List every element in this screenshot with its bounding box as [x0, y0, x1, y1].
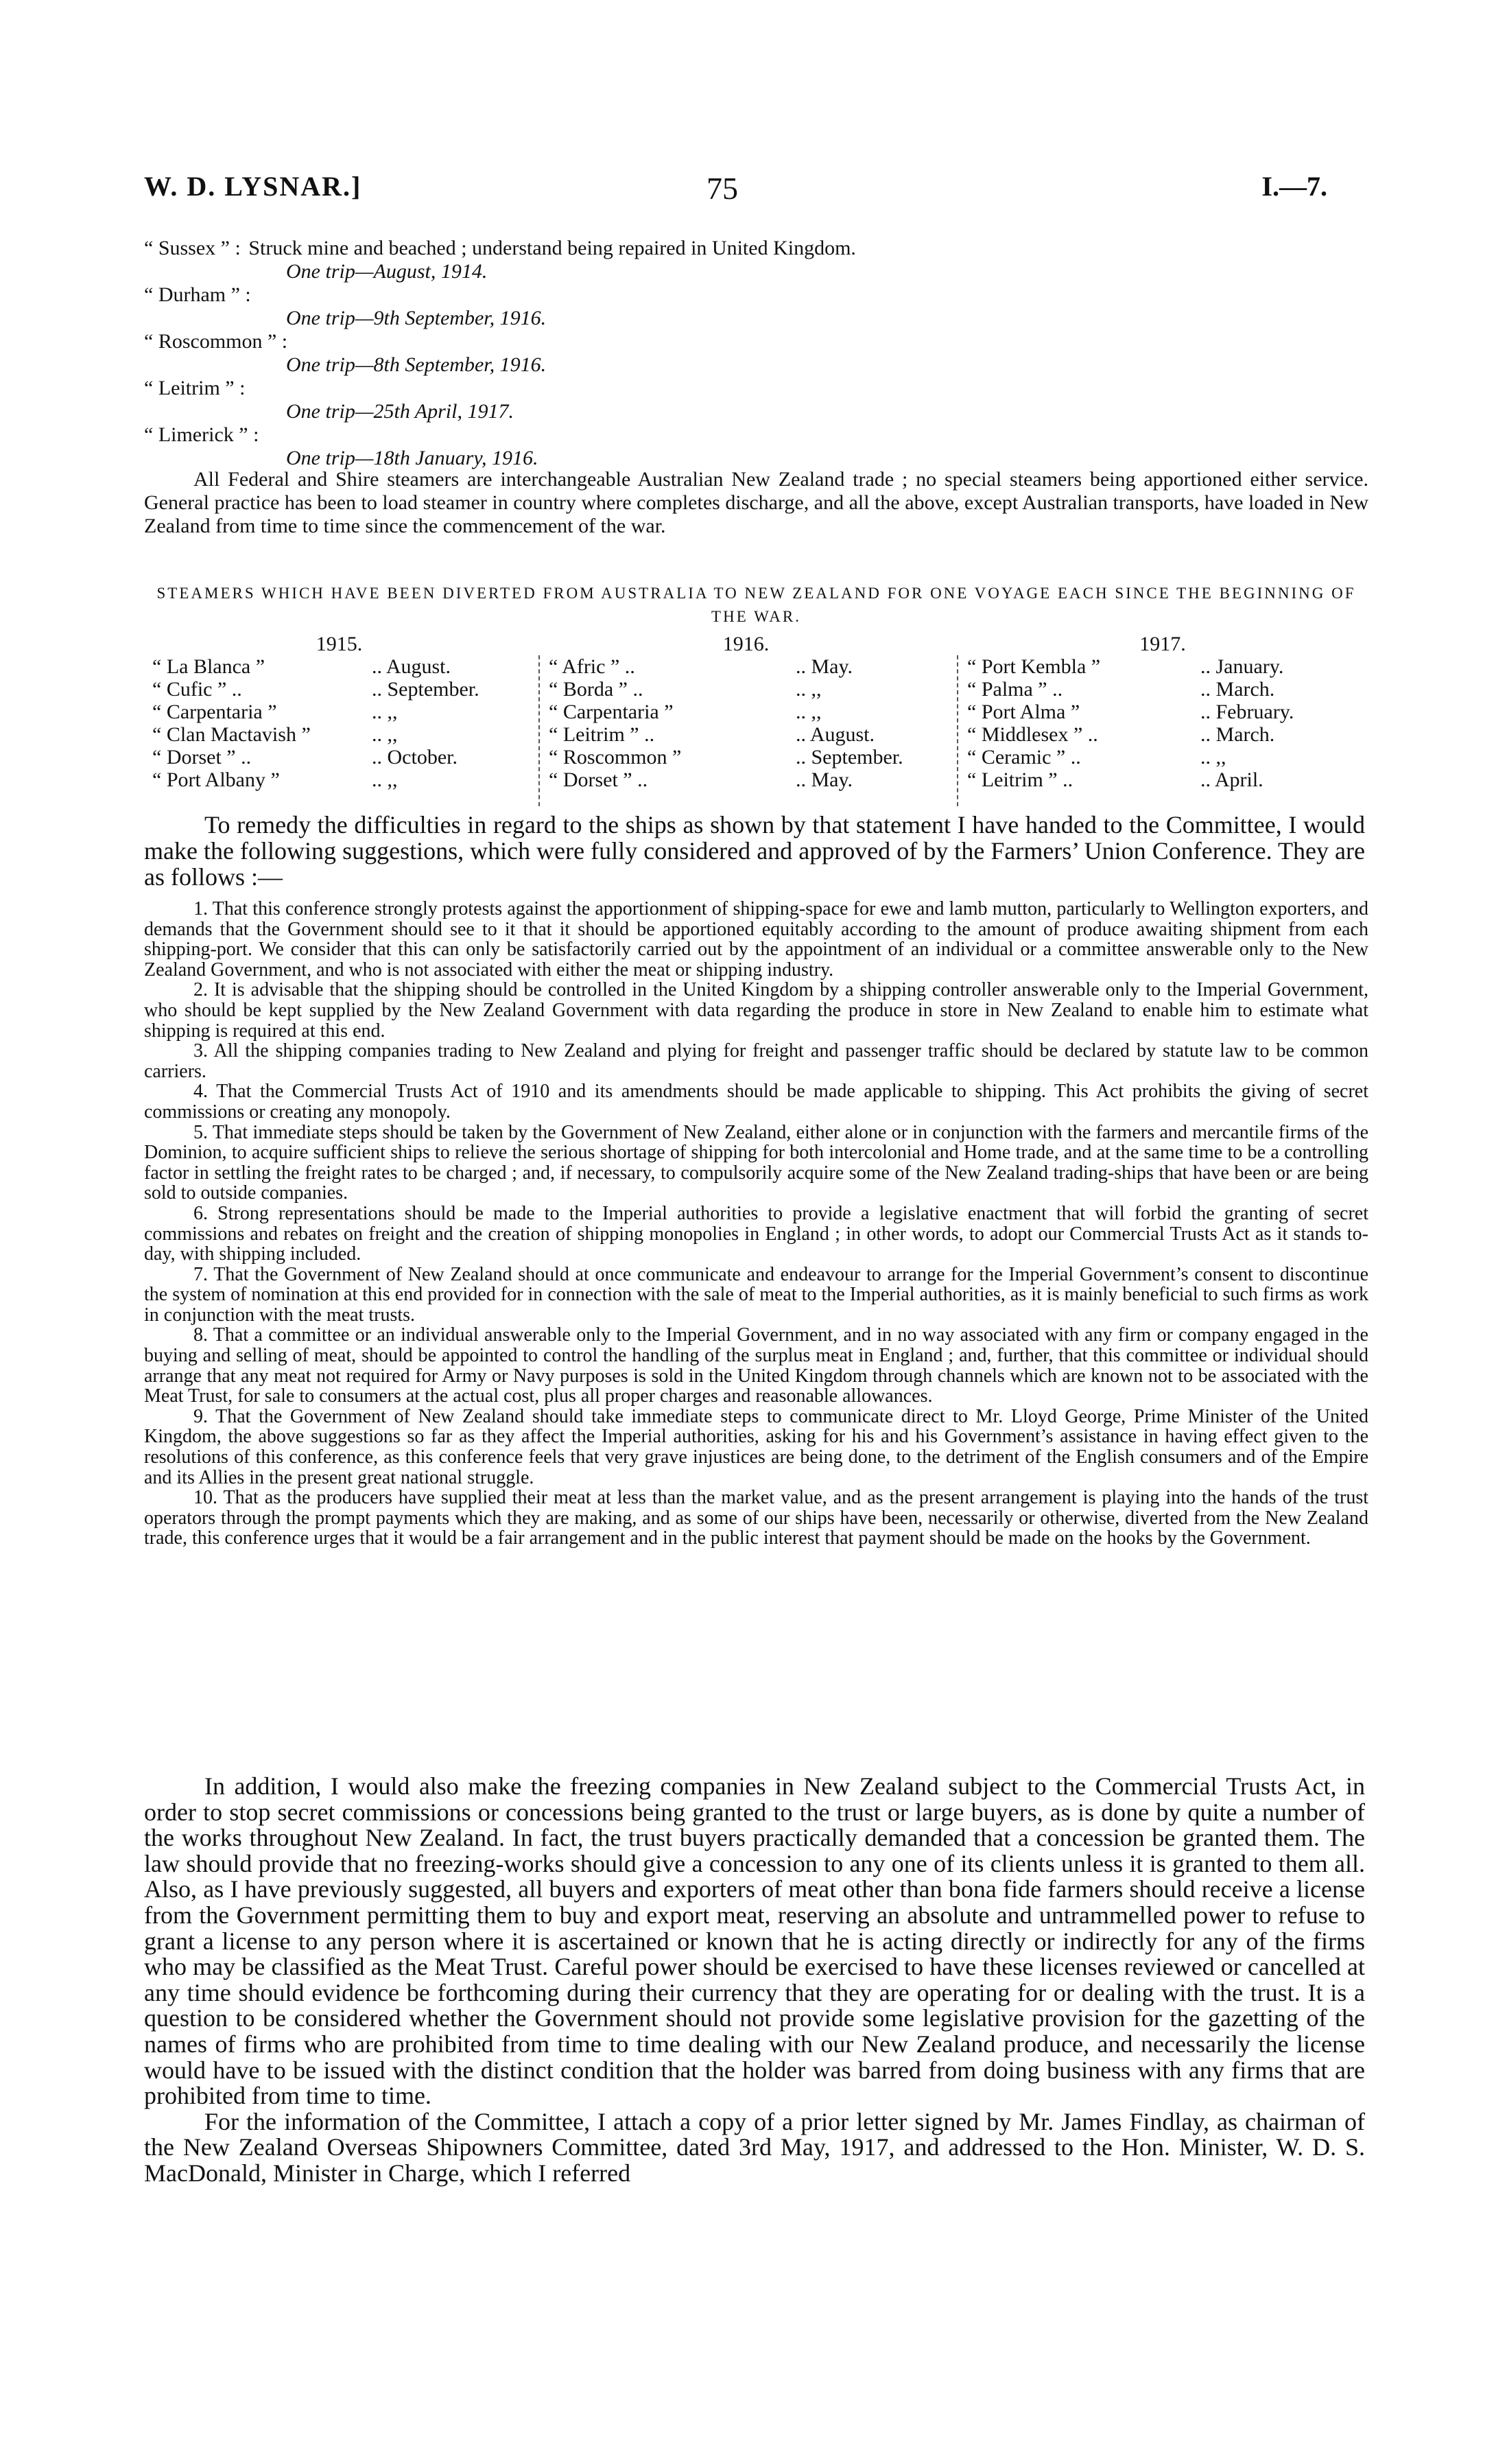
ship-note: Struck mine and beached ; understand being repaired in United Kingdom.: [248, 237, 856, 259]
ship-cell: “ Port Alma ”: [967, 701, 1080, 723]
ship-cell: “ Dorset ” ..: [152, 746, 252, 768]
ship-cell: “ Dorset ” ..: [549, 768, 648, 791]
table-row: [967, 678, 1358, 701]
ship-cell: “ Cufic ” ..: [152, 678, 242, 701]
month-cell: .. August.: [796, 723, 875, 746]
table-row: [549, 678, 943, 701]
ship-cell: “ Port Kembla ”: [967, 655, 1101, 678]
table-row: [967, 723, 1358, 746]
ship-cell: “ Afric ” ..: [549, 655, 635, 678]
table-row: [549, 768, 943, 791]
table-row: [152, 678, 526, 701]
column-year: 1917.: [1139, 633, 1186, 655]
suggestion-item: 6. Strong representations should be made to the Imperial authorities to provide a legislative enactment that will forbid the granting of secret commissions and rebates on freight and the creation of shipping monopolies in England ; in other words, to adopt our Commercial Trusts Act as it stands to-day, with shipping included.: [144, 1202, 1368, 1265]
ship-cell: “ La Blanca ”: [152, 655, 265, 678]
ship-cell: “ Ceramic ” ..: [967, 746, 1081, 768]
column-divider: [538, 655, 540, 806]
ship-entry: [144, 423, 1365, 447]
ship-cell: “ Borda ” ..: [549, 678, 643, 701]
closing-section: [144, 1774, 1365, 2187]
table-row: [152, 701, 526, 723]
table-column-1917: [967, 633, 1358, 791]
ship-trip: One trip—August, 1914.: [286, 260, 488, 283]
table-row: [152, 723, 526, 746]
table-row: [549, 701, 943, 723]
table-column-1915: [152, 633, 526, 791]
suggestion-item: 4. That the Commercial Trusts Act of 1910 and its amendments should be made applicable to shipping. This Act prohibits the giving of secret commissions or creating any monopoly.: [144, 1081, 1368, 1123]
federal-steamers-paragraph: All Federal and Shire steamers are interchangeable Australian New Zealand trade ; no special steamers being apportioned either service. General practice has been to load steamer in country where completes discharge, and all the above, except Australian transports, have loaded in New Zealand from time to time since the commencement of the war.: [144, 468, 1368, 537]
column-year: 1916.: [722, 633, 770, 655]
ship-trip: One trip—9th September, 1916.: [286, 307, 547, 329]
ship-cell: “ Roscommon ”: [549, 746, 682, 768]
suggestion-item: 9. That the Government of New Zealand should take immediate steps to communicate direct to Mr. Lloyd George, Prime Minister of the United Kingdom, the above suggestions so far as they affect the Imperial authorities, asking for his and his Government’s assistance in having effect given to the resolutions of this conference, as this conference feels that very grave injustices are being done, to the detriment of the English consumers and of the Empire and its Allies in the present great national struggle.: [144, 1405, 1368, 1488]
month-cell: .. ,,: [1200, 746, 1226, 768]
ship-entry: [144, 283, 1365, 307]
table-row: [549, 723, 943, 746]
ship-trip: One trip—25th April, 1917.: [286, 400, 514, 423]
ship-cell: “ Palma ” ..: [967, 678, 1063, 701]
month-cell: .. ,,: [796, 701, 822, 723]
ship-trip-list: [144, 237, 1365, 470]
month-cell: .. September.: [372, 678, 479, 701]
month-cell: .. March.: [1200, 723, 1275, 746]
committee-letter-paragraph: For the information of the Committee, I attach a copy of a prior letter signed by Mr. James Findlay, as chairman of the New Zealand Overseas Shipowners Committee, dated 3rd May, 1917, and addressed to the Hon. Minister, W. D. S. MacDonald, Minister in Charge, which I referred: [144, 2107, 1365, 2187]
ship-cell: “ Middlesex ” ..: [967, 723, 1098, 746]
month-cell: .. May.: [796, 655, 853, 678]
month-cell: .. August.: [372, 655, 451, 678]
suggestions-list: [144, 899, 1368, 1549]
month-cell: .. February.: [1200, 701, 1294, 723]
running-header-author: W. D. LYSNAR.]: [144, 171, 362, 202]
table-row: [967, 655, 1358, 678]
month-cell: .. ,,: [372, 723, 398, 746]
ship-cell: “ Carpentaria ”: [152, 701, 277, 723]
table-column-1916: [549, 633, 943, 791]
page-number: 75: [707, 171, 738, 206]
suggestion-item: 5. That immediate steps should be taken by the Government of New Zealand, either alone or in conjunction with the farmers and mercantile firms of the Dominion, to acquire sufficient ships to relieve the serious shortage of shipping for both intercolonial and Home trade, and at the same time to be a controlling factor in settling the freight rates to be charged ; and, if necessary, to compulsorily acquire some of the New Zealand trading-ships that have been or are being sold to outside companies.: [144, 1121, 1368, 1204]
table-row: [152, 768, 526, 791]
table-row: [152, 746, 526, 768]
ship-entry: [144, 330, 1365, 353]
ship-entry: [144, 237, 1365, 260]
ship-name: “ Durham ” :: [144, 283, 251, 306]
table-row: [549, 655, 943, 678]
table-row: [967, 768, 1358, 791]
ship-cell: “ Clan Mactavish ”: [152, 723, 311, 746]
ship-trip: One trip—18th January, 1916.: [286, 447, 538, 469]
table-row: [152, 655, 526, 678]
month-cell: .. ,,: [372, 701, 398, 723]
ship-name: “ Limerick ” :: [144, 423, 259, 446]
ship-cell: “ Carpentaria ”: [549, 701, 674, 723]
table-row: [967, 746, 1358, 768]
ship-cell: “ Leitrim ” ..: [549, 723, 655, 746]
ship-entry: [144, 377, 1365, 400]
month-cell: .. ,,: [372, 768, 398, 791]
ship-name: “ Roscommon ” :: [144, 330, 288, 353]
month-cell: .. ,,: [796, 678, 822, 701]
month-cell: .. September.: [796, 746, 903, 768]
ship-cell: “ Port Albany ”: [152, 768, 280, 791]
document-reference: I.—7.: [1261, 171, 1327, 202]
month-cell: .. April.: [1200, 768, 1263, 791]
suggestion-item: 7. That the Government of New Zealand should at once communicate and endeavour to arrange for the Imperial Government’s consent to discontinue the system of nomination at this end provided for in connection with the sale of meat to the Imperial authorities, as it is mainly beneficial to such firms as work in conjunction with the meat trusts.: [144, 1263, 1368, 1326]
month-cell: .. October.: [372, 746, 458, 768]
suggestion-item: 3. All the shipping companies trading to New Zealand and plying for freight and passenger traffic should be declared by statute law to be common carriers.: [144, 1040, 1368, 1082]
addition-paragraph: In addition, I would also make the freezing companies in New Zealand subject to the Commercial Trusts Act, in order to stop secret commissions or concessions being granted to the trust or large buyers, as is done by quite a number of the works throughout New Zealand. In fact, the trust buyers practically demanded that a concession be granted them. The law should provide that no freezing-works should give a concession to any one of its clients unless it is granted to them all. Also, as I have previously suggested, all buyers and exporters of meat other than bona fide farmers should receive a license from the Government permitting them to buy and export meat, reserving an absolute and untrammelled power to refuse to grant a license to any person where it is ascertained or known that he is acting directly or indirectly for any of the firms who may be classified as the Meat Trust. Careful power should be exercised to have these licenses reviewed or cancelled at any time should evidence be forthcoming during their currency that they are operating for or dealing with the trust. It is a question to be considered whether the Government should not provide some legislative provision for the gazetting of the names of firms who are prohibited from time to time dealing with our New Zealand produce, and necessarily the license would have to be issued with the distinct condition that the holder was barred from doing business with any firms that are prohibited from time to time.: [144, 1772, 1365, 2110]
month-cell: .. January.: [1200, 655, 1284, 678]
ship-name: “ Leitrim ” :: [144, 377, 246, 399]
suggestions-intro-paragraph: To remedy the difficulties in regard to the ships as shown by that statement I have handed to the Committee, I would make the following suggestions, which were fully considered and approved of by the Farmers’ Union Conference. They are as follows :—: [144, 811, 1365, 891]
month-cell: .. May.: [796, 768, 853, 791]
column-divider: [957, 655, 958, 806]
column-year: 1915.: [316, 633, 363, 655]
month-cell: .. March.: [1200, 678, 1275, 701]
table-title: STEAMERS WHICH HAVE BEEN DIVERTED FROM AUSTRALIA TO NEW ZEALAND FOR ONE VOYAGE EACH SINCE THE BEGINNING OF THE WAR.: [156, 585, 1356, 625]
ship-name: “ Sussex ” :: [144, 237, 241, 259]
ship-cell: “ Leitrim ” ..: [967, 768, 1073, 791]
suggestion-item: 2. It is advisable that the shipping should be controlled in the United Kingdom by a shipping controller answerable only to the Imperial Government, who should be kept supplied by the New Zealand Government with data regarding the produce in store in New Zealand to enable him to estimate what shipping is required at this end.: [144, 979, 1368, 1042]
suggestion-item: 1. That this conference strongly protests against the apportionment of shipping-space for ewe and lamb mutton, particularly to Wellington exporters, and demands that the Government should see to it that it should be apportioned equitably according to the amount of produce awaiting shipment from each shipping-port. We consider that this can only be satisfactorily carried out by the appointment of an individual or a committee answerable only to the New Zealand Government, and who is not associated with either the meat or shipping industry.: [144, 898, 1368, 981]
table-row: [549, 746, 943, 768]
suggestion-item: 10. That as the producers have supplied their meat at less than the market value, and as the present arrangement is playing into the hands of the trust operators through the prompt payments which they are making, and as some of our ships have been, necessarily or otherwise, diverted from the New Zealand trade, this conference urges that it would be a fair arrangement and in the public interest that payment should be made on the hooks by the Government.: [144, 1487, 1368, 1549]
suggestion-item: 8. That a committee or an individual answerable only to the Imperial Government, and in no way associated with any firm or company engaged in the buying and selling of meat, should be appointed to control the handling of the surplus meat in England ; and, further, that this committee or individual should arrange that any meat not required for Army or Navy purposes is sold in the United Kingdom through channels which are known not to be associated with the Meat Trust, for sale to consumers at the actual cost, plus all proper charges and reasonable allowances.: [144, 1324, 1368, 1407]
ship-trip: One trip—8th September, 1916.: [286, 353, 547, 376]
table-row: [967, 701, 1358, 723]
